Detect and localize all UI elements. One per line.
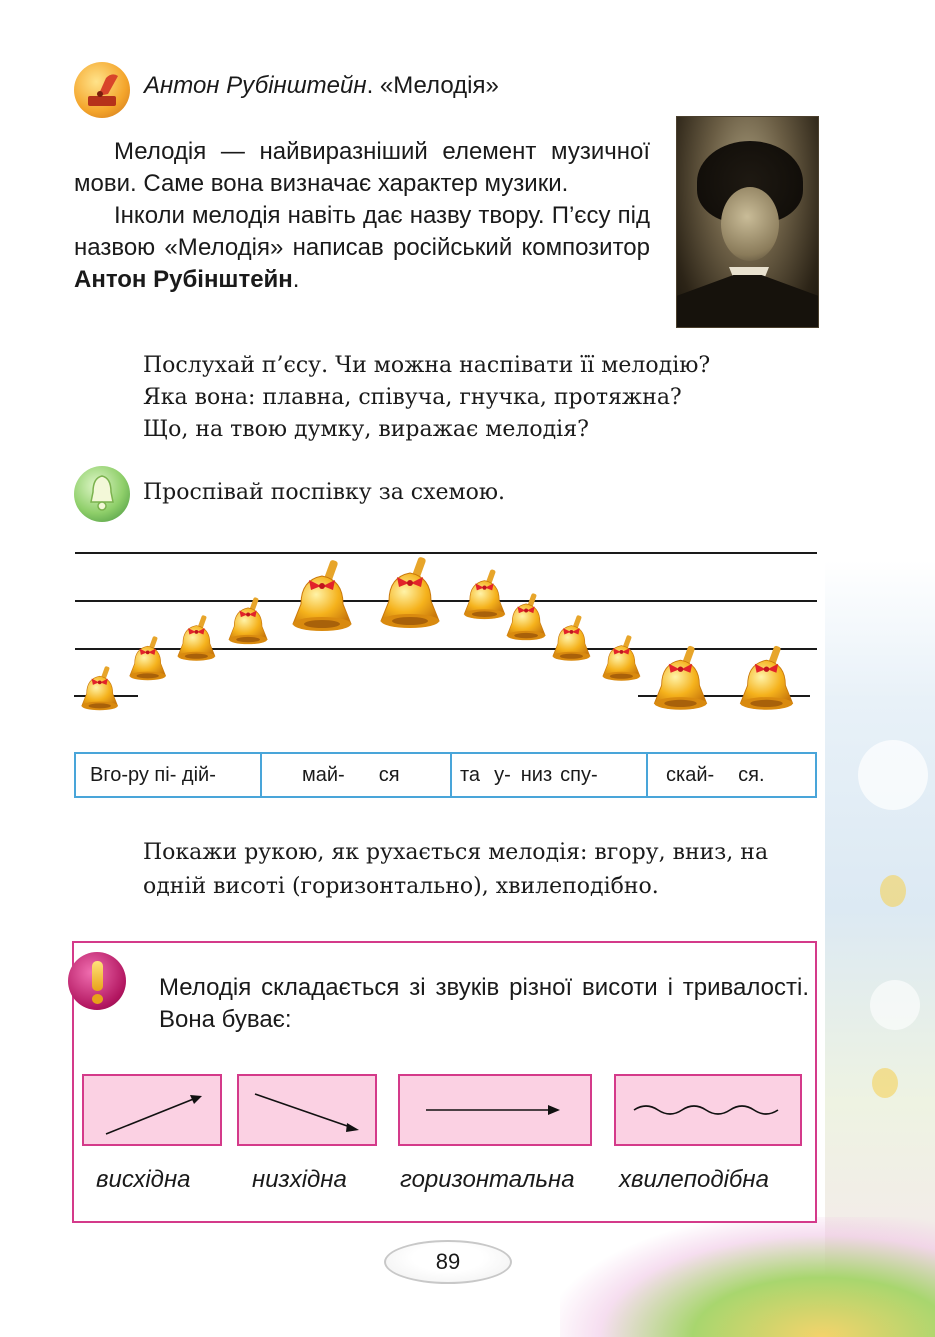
bell-icon (225, 596, 271, 649)
exclamation-dot (92, 994, 103, 1004)
label-wavy: хвилеподібна (619, 1166, 769, 1193)
staff-line (75, 600, 817, 602)
syllable: май- (302, 763, 345, 786)
task-sing: Проспівай поспівку за схемою. (143, 480, 506, 505)
exclamation-bar (92, 961, 103, 991)
composer-portrait (676, 116, 819, 328)
syllable-cell (452, 754, 648, 796)
wavy-diagram (614, 1074, 802, 1146)
task-show-hand: Покажи рукою, як рухається мелодія: вгору, вниз, на одній висоті (горизонтально), хвилеподібно. (143, 840, 769, 899)
staff-line (75, 552, 817, 554)
bell-icon (375, 555, 445, 635)
syllable: скай- (666, 763, 715, 786)
bell-icon (549, 614, 594, 665)
decorative-note-blob (872, 1068, 898, 1098)
syllable: у- (494, 763, 511, 786)
intro-text-end: . (292, 266, 300, 293)
syllable-table (74, 752, 817, 798)
page-number: 89 (435, 1249, 461, 1274)
syllable-cell (76, 754, 262, 796)
intro-text-span: Інколи мелодія навіть дає назву твору. П’єсу під назвою «Мелодія» написав російський композитор (74, 202, 650, 261)
syllable: ся (378, 763, 400, 786)
bell-icon (174, 614, 219, 665)
syllable: ся. (738, 763, 765, 786)
bell-icon (78, 665, 121, 715)
syllable: Вго-ру пі- дій- (90, 763, 216, 786)
bell-icon (126, 635, 169, 685)
bell-icon (599, 634, 644, 685)
decorative-bubble (870, 980, 920, 1030)
label-horizontal: горизонтальна (400, 1166, 575, 1193)
composer-name-bold: Антон Рубінштейн (74, 266, 293, 293)
page-header (144, 72, 499, 100)
question-line: Що, на твою думку, виражає мелодія? (143, 417, 589, 442)
header-piece: . «Мелодія» (366, 72, 499, 99)
bell-icon (649, 644, 712, 716)
question-line: Послухай п’єсу. Чи можна наспівати її мелодію? (143, 353, 711, 378)
intro-text (74, 136, 650, 296)
syllable: та (460, 763, 481, 786)
decorative-note-blob (880, 875, 906, 907)
intro-paragraph-2 (74, 200, 650, 296)
syllable: низ (520, 763, 553, 786)
info-text: Мелодія складається зі звуків різної висоти і тривалості. Вона буває: (159, 974, 809, 1033)
exclamation-icon (68, 952, 126, 1010)
listening-questions (143, 350, 710, 446)
ascending-diagram (82, 1074, 222, 1146)
gramophone-icon (74, 62, 130, 118)
label-ascending: висхідна (96, 1166, 191, 1193)
header-composer: Антон Рубінштейн (144, 72, 367, 99)
horizontal-diagram (398, 1074, 592, 1146)
bell-icon (503, 592, 549, 645)
portrait-coat (677, 275, 818, 327)
bell-icon (74, 466, 130, 522)
intro-paragraph-1: Мелодія — найвиразніший елемент музичної мови. Саме вона визначає характер музики. (74, 138, 650, 197)
decorative-flowers (560, 1217, 935, 1337)
decorative-bubble (858, 740, 928, 810)
label-descending: низхідна (252, 1166, 347, 1193)
descending-diagram (237, 1074, 377, 1146)
syllable-cell (648, 754, 815, 796)
bell-icon (287, 558, 357, 638)
bell-icon (460, 568, 509, 624)
syllable: спу- (560, 763, 598, 786)
portrait-face (721, 187, 779, 261)
question-line: Яка вона: плавна, співуча, гнучка, протяжна? (143, 385, 682, 410)
syllable-cell (262, 754, 452, 796)
bell-icon (735, 644, 798, 716)
